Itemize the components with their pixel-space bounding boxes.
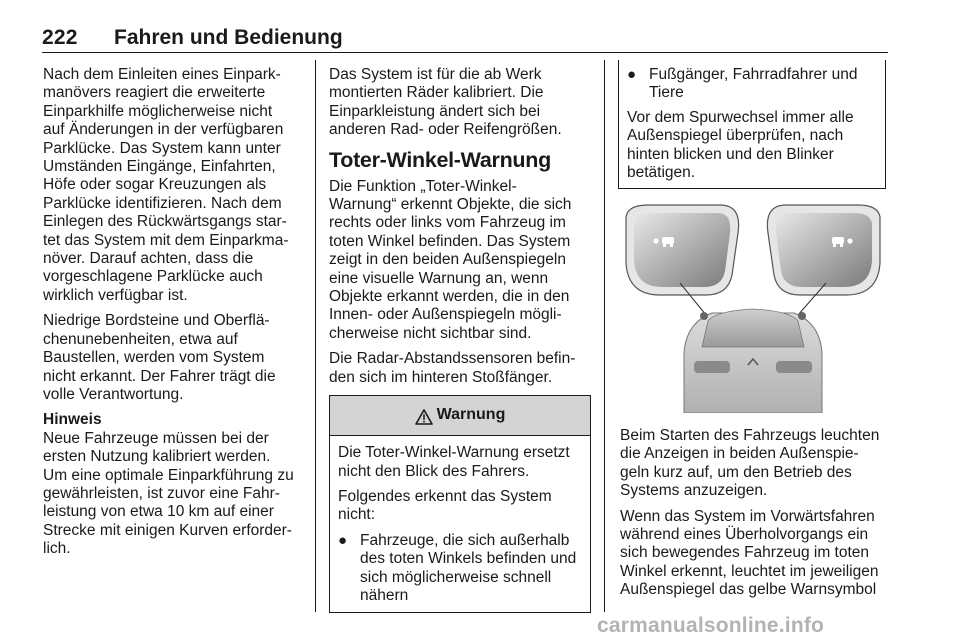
bullet-text: Fahrzeuge, die sich außerhalb des toten Winkels befinden und sich möglicherweise schnell nähern: [360, 531, 577, 604]
warning-header: [330, 396, 590, 436]
paragraph-overtaking-warning: Wenn das System im Vorwärtsfahren während eines Überholvorgangs ein sich bewegendes Fahrzeug im toten Winkel erkennt, leuchtet im jeweiligen Außenspiegel das gelbe Warnsymbol: [620, 507, 879, 599]
paragraph-blind-spot-function: Die Funktion „Toter-Winkel- Warnung“ erkennt Objekte, die sich rechts oder links vom Fahrzeug im toten Winkel befinden. Das System zeigt in den beiden Außenspiegeln eine visuelle Warnung an, wenn Objekte erkannt werden, die in den Innen- oder Außenspiegeln mögli- cherweise nicht sichtbar sind.: [329, 177, 572, 342]
note-title: Hinweis: [43, 411, 102, 429]
warning-body: [330, 436, 590, 605]
bullet-dot: ●: [338, 531, 348, 549]
paragraph-calibration: Das System ist für die ab Werk montierten Räder kalibriert. Die Einparkleistung ändert sich bei anderen Rad- oder Reifengrößen.: [329, 66, 562, 139]
warning-box-continued: [618, 60, 886, 189]
page-number: 222: [42, 26, 78, 49]
warning-box: [329, 395, 591, 613]
blind-spot-illustration: [620, 203, 886, 413]
warning-advice-text: Vor dem Spurwechsel immer alle Außenspiegel überprüfen, nach hinten blicken und den Blinker betätigen.: [627, 108, 854, 182]
list-item: [338, 532, 582, 606]
column-3: [620, 66, 888, 607]
paragraph-curbs: Niedrige Bordsteine und Oberflä- chenunebenheiten, etwa auf Baustellen, werden vom System nicht erkannt. Der Fahrer trägt die volle Verantwortung.: [43, 312, 276, 403]
page-header: [42, 22, 888, 52]
section-title-blind-spot: Toter-Winkel-Warnung: [329, 147, 551, 172]
paragraph-parking-maneuver: Nach dem Einleiten eines Einpark- manövers reagiert die erweiterte Einparkhilfe möglicherweise nicht auf Änderungen in der verfügbaren Parklücke. Das System kann unter Umständen Eingänge, Einfahrten, Höfe oder sogar Kreuzungen als Parklücke identifizieren. Nach dem Einlegen des Rückwärtsgangs star- tet das System mit dem Einparkma- növer. Darauf achten, dass die vorgeschlagene Parklücke auch wirklich verfügbar ist.: [43, 66, 289, 304]
header-rule: [42, 52, 888, 53]
bullet-dot: ●: [627, 66, 637, 83]
warning-text-1: Die Toter-Winkel-Warnung ersetzt nicht den Blick des Fahrers.: [338, 444, 570, 480]
column-2: [329, 66, 591, 613]
list-item: [627, 66, 877, 103]
watermark: carmanualsonline.info: [597, 614, 825, 637]
warning-triangle-icon: [415, 409, 433, 425]
warning-title: Warnung: [436, 406, 506, 424]
warning-text-2: Folgendes erkennt das System nicht:: [338, 487, 552, 524]
chapter-title: Fahren und Bedienung: [114, 26, 343, 49]
column-divider-1: [315, 60, 316, 612]
note-text: Neue Fahrzeuge müssen bei der ersten Nutzung kalibriert werden. Um eine optimale Einparkführung zu gewährleisten, ist zuvor eine Fahr- leistung von etwa 10 km auf einer Strecke mit einigen Kurven erforder- lich.: [43, 429, 294, 558]
column-divider-2: [604, 60, 605, 612]
bullet-text: Fußgänger, Fahrradfahrer und Tiere: [649, 66, 858, 102]
paragraph-radar-sensors: Die Radar-Abstandssensoren befin- den sich im hinteren Stoßfänger.: [329, 350, 576, 386]
mirrors-and-car-image: [620, 203, 886, 413]
column-1: [43, 66, 305, 566]
paragraph-startup-indicators: Beim Starten des Fahrzeugs leuchten die Anzeigen in beiden Außenspie- geln kurz auf, um den Betrieb des Systems anzuzeigen.: [620, 427, 880, 500]
